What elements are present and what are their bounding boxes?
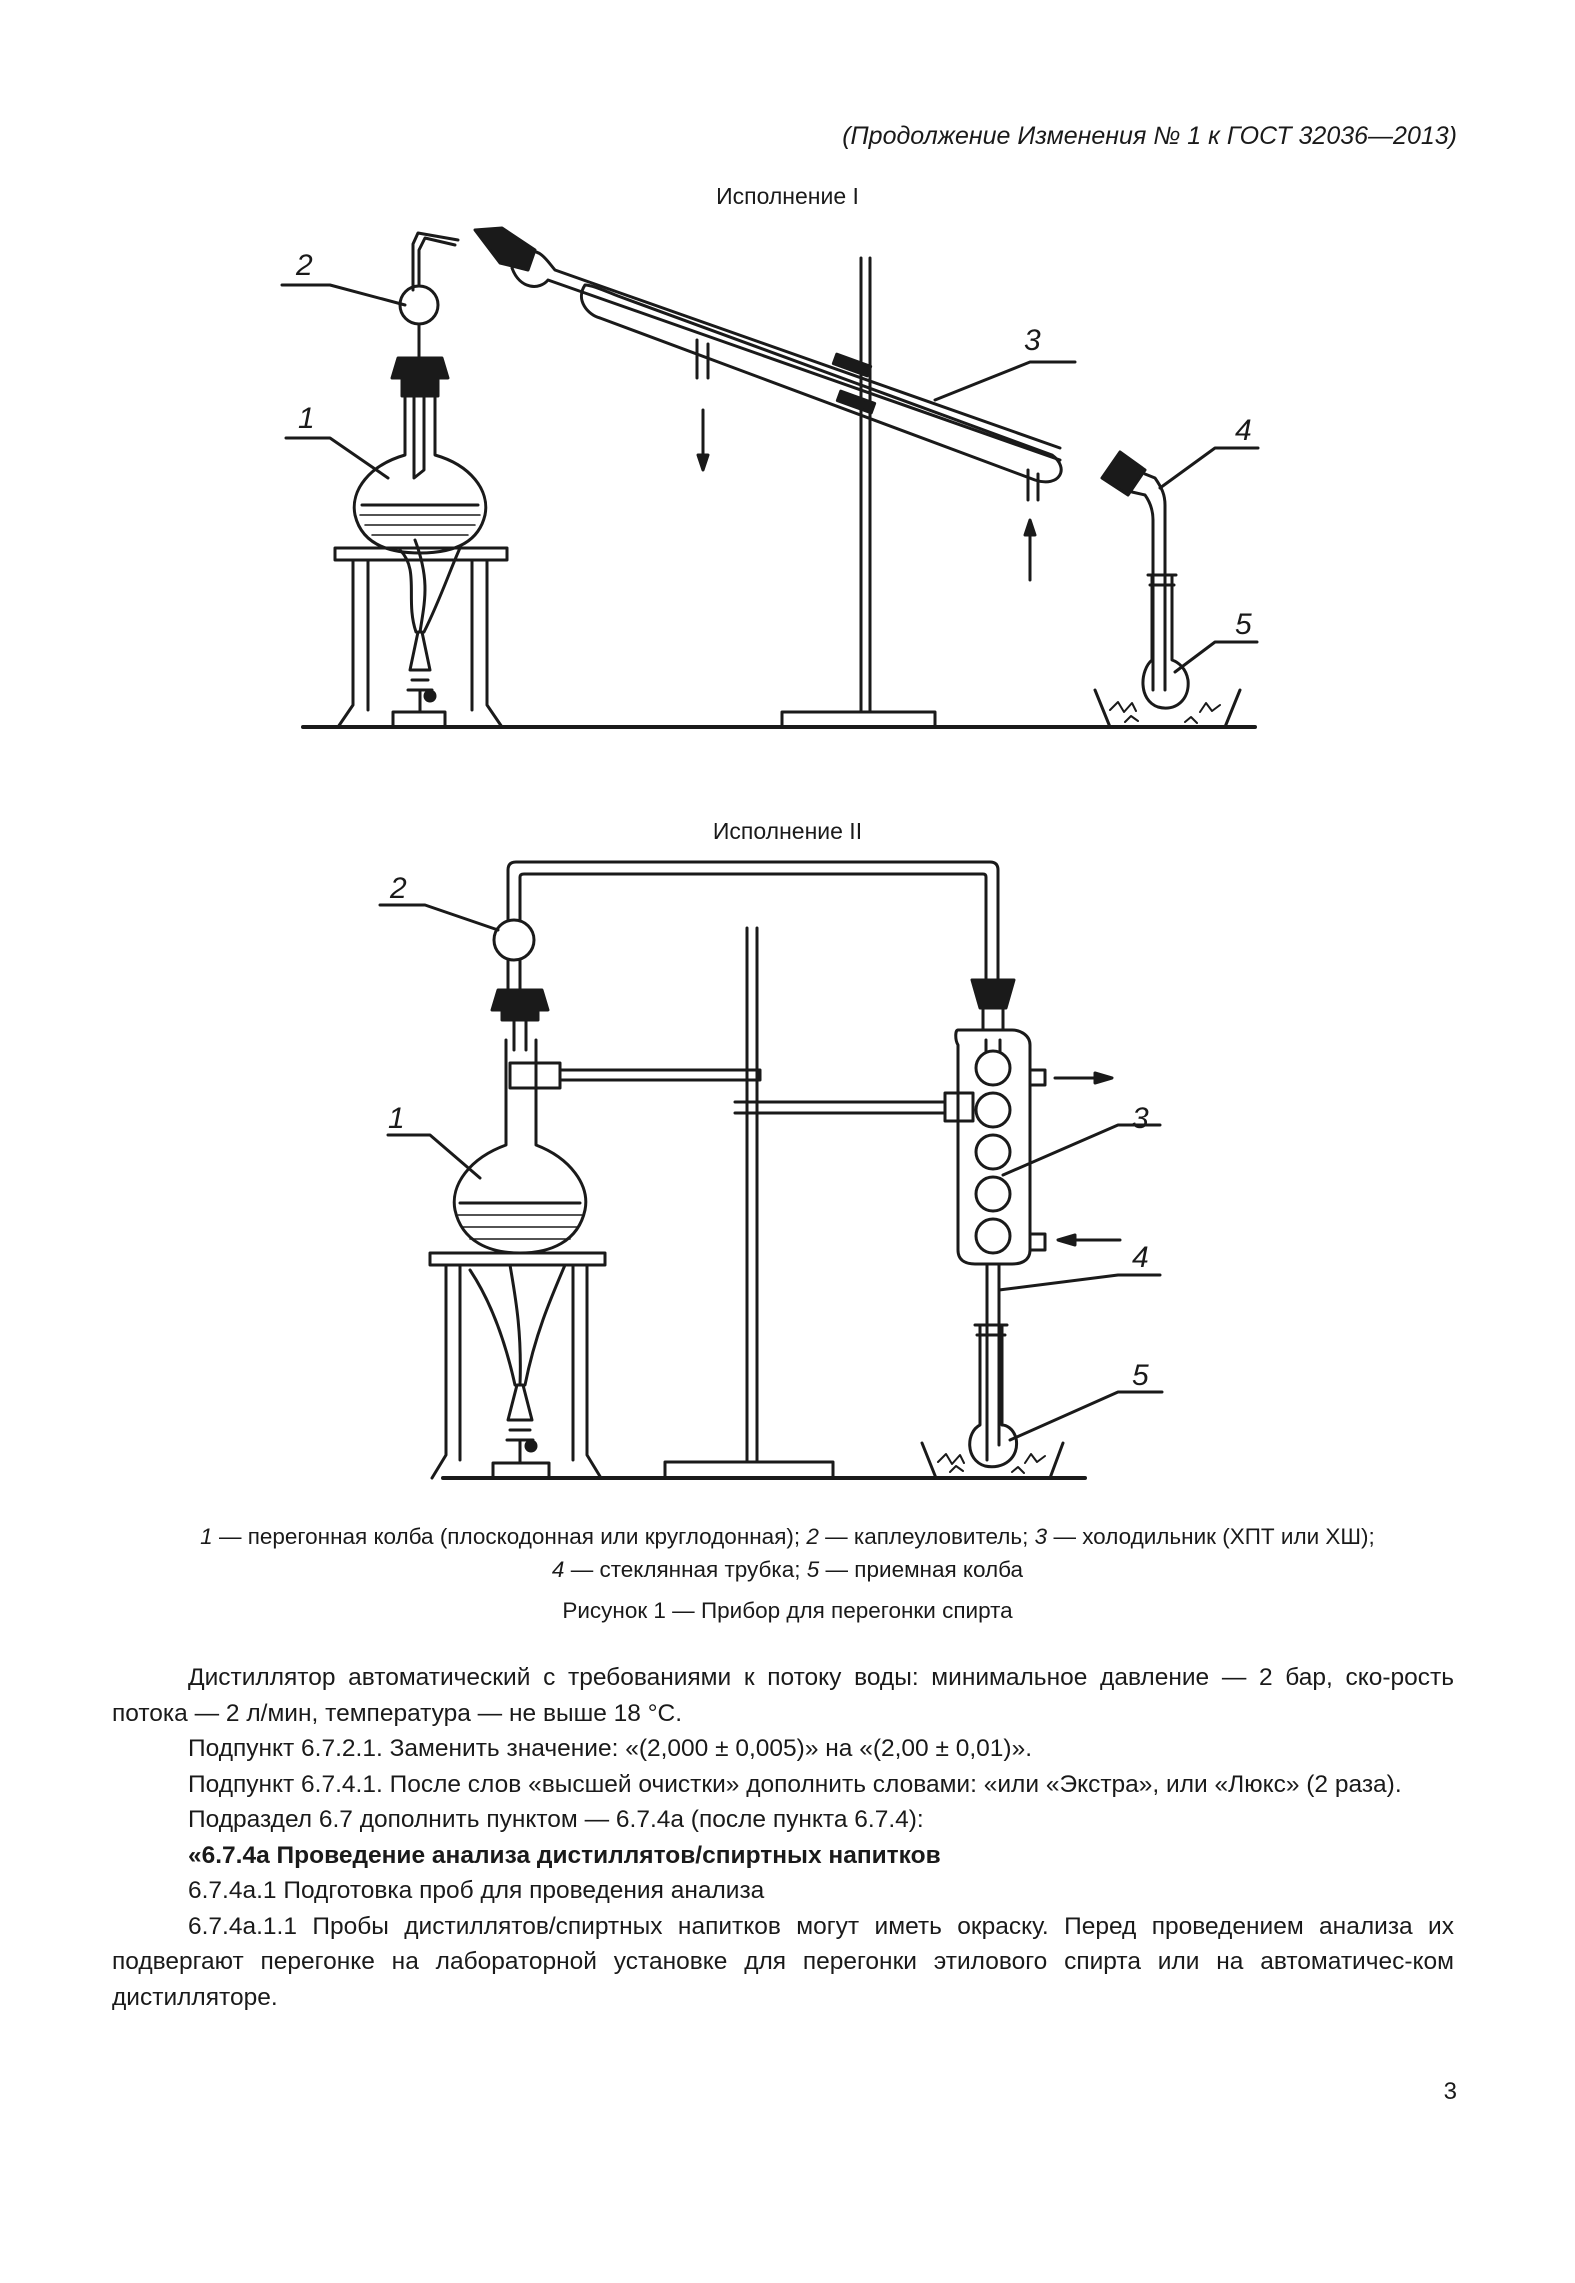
label-1-v2: 1 xyxy=(388,1102,405,1135)
variant-2-title: Исполнение II xyxy=(712,818,863,844)
page-number: 3 xyxy=(1443,2078,1457,2105)
label-2: 2 xyxy=(296,249,313,282)
figure-legend xyxy=(80,1520,1495,1586)
paragraph-6-7: Подраздел 6.7 дополнить пунктом — 6.7.4а (после пункта 6.7.4): xyxy=(188,1806,924,1833)
label-2-v2: 2 xyxy=(390,872,407,905)
label-3-v2: 3 xyxy=(1132,1102,1149,1135)
paragraph-6-7-4a-1: 6.7.4а.1 Подготовка проб для проведения анализа xyxy=(188,1877,765,1904)
paragraph-6-7-4-1: Подпункт 6.7.4.1. После слов «высшей очистки» дополнить словами: «или «Экстра», или «Люкс» (2 раза). xyxy=(188,1770,1402,1798)
label-5: 5 xyxy=(1235,608,1252,641)
paragraph-6-7-2-1: Подпункт 6.7.2.1. Заменить значение: «(2,000 ± 0,005)» на «(2,00 ± 0,01)». xyxy=(188,1735,1033,1762)
paragraph-distiller: Дистиллятор автоматический с требованиями к потоку воды: минимальное давление — 2 бар, ско-рость потока — 2 л/мин, температура — не выше 18 °С. xyxy=(112,1664,1454,1727)
page-header: (Продолжение Изменения № 1 к ГОСТ 32036—2013) xyxy=(842,122,1457,150)
variant-1-title: Исполнение I xyxy=(716,183,859,209)
figure-caption: Рисунок 1 — Прибор для перегонки спирта xyxy=(562,1598,1013,1623)
paragraph-6-7-4a-1-1: 6.7.4а.1.1 Пробы дистиллятов/спиртных напитков могут иметь окраску. Перед проведением анализа их подвергают перегонке на лабораторной установке для перегонки этилового спирта или на автоматичес-ком дистилляторе. xyxy=(112,1912,1454,2011)
label-4: 4 xyxy=(1235,414,1252,447)
label-1: 1 xyxy=(298,402,315,435)
legend-line-2: 4 — стеклянная трубка; 5 — приемная колба xyxy=(551,1557,1024,1582)
body-text xyxy=(112,1660,1454,2015)
section-heading-6-7-4a: «6.7.4а Проведение анализа дистиллятов/спиртных напитков xyxy=(188,1841,941,1869)
label-3: 3 xyxy=(1024,324,1041,357)
legend-line-1: 1 — перегонная колба (плоскодонная или круглодонная); 2 — каплеуловитель; 3 — холодильник (ХПТ или ХШ); xyxy=(200,1524,1375,1549)
label-4-v2: 4 xyxy=(1132,1241,1149,1274)
label-5-v2: 5 xyxy=(1132,1359,1149,1392)
